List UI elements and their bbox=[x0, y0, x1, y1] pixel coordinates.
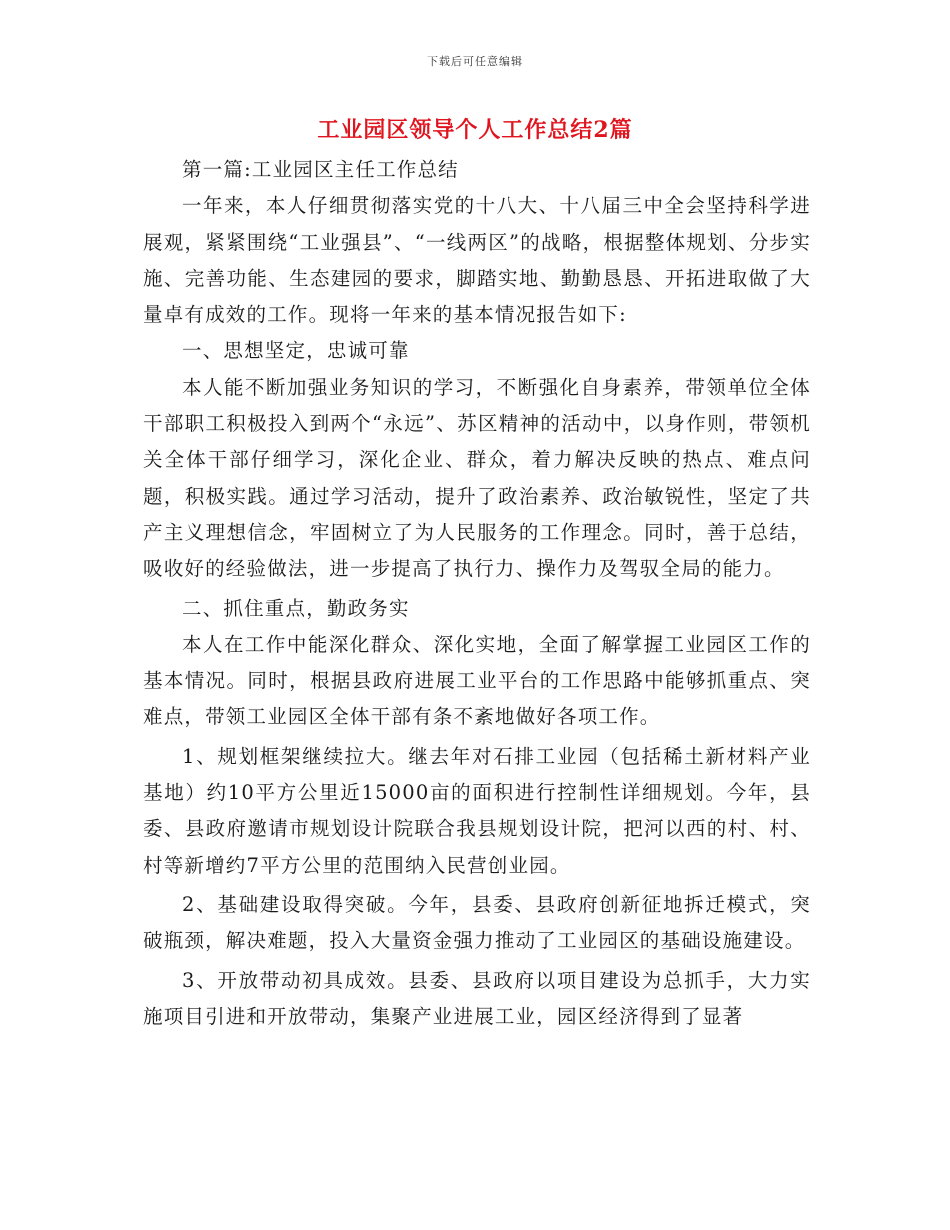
document-title: 工业园区领导个人工作总结2篇 bbox=[317, 117, 633, 143]
paragraph-item-2: 2、基础建设取得突破。今年，县委、县政府创新征地拆迁模式，突破瓶颈，解决难题，投入大量资金强力推动了工业园区的基础设施建设。 bbox=[143, 892, 811, 953]
paragraph-focus: 本人在工作中能深化群众、深化实地，全面了解掌握工业园区工作的基本情况。同时，根据县政府进展工业平台的工作思路中能够抓重点、突难点，带领工业园区全体干部有条不紊地做好各项工作。 bbox=[143, 632, 811, 729]
paragraph-item-3: 3、开放带动初具成效。县委、县政府以项目建设为总抓手，大力实施项目引进和开放带动，集聚产业进展工业，园区经济得到了显著 bbox=[143, 968, 811, 1028]
paragraph-ideology: 本人能不断加强业务知识的学习，不断强化自身素养，带领单位全体干部职工积极投入到两个“永远”、苏区精神的活动中，以身作则，带领机关全体干部仔细学习，深化企业、群众，着力解决反映的热点、难点问题，积极实践。通过学习活动，提升了政治素养、政治敏锐性，坚定了共产主义理想信念，牢固树立了为人民服务的工作理念。同时，善于总结，吸收好的经验做法，进一步提高了执行力、操作力及驾驭全局的能力。 bbox=[143, 375, 811, 581]
section-heading-1: 一、思想坚定，忠诚可靠 bbox=[182, 339, 410, 363]
page-header-note: 下载后可任意编辑 bbox=[427, 55, 523, 68]
section-heading-part-one: 第一篇:工业园区主任工作总结 bbox=[182, 158, 459, 181]
document-body bbox=[143, 152, 811, 1035]
section-heading-2: 二、抓住重点，勤政务实 bbox=[182, 596, 410, 620]
paragraph-intro: 一年来，本人仔细贯彻落实党的十八大、十八届三中全会坚持科学进展观，紧紧围绕“工业强县”、“一线两区”的战略，根据整体规划、分步实施、完善功能、生态建园的要求，脚踏实地、勤勤恳恳、开拓进取做了大量卓有成效的工作。现将一年来的基本情况报告如下: bbox=[143, 194, 811, 327]
paragraph-item-1: 1、规划框架继续拉大。继去年对石排工业园（包括稀土新材料产业基地）约10平方公里近15000亩的面积进行控制性详细规划。今年，县委、县政府邀请市规划设计院联合我县规划设计院，把河以西的村、村、村等新增约7平方公里的范围纳入民营创业园。 bbox=[143, 744, 811, 877]
